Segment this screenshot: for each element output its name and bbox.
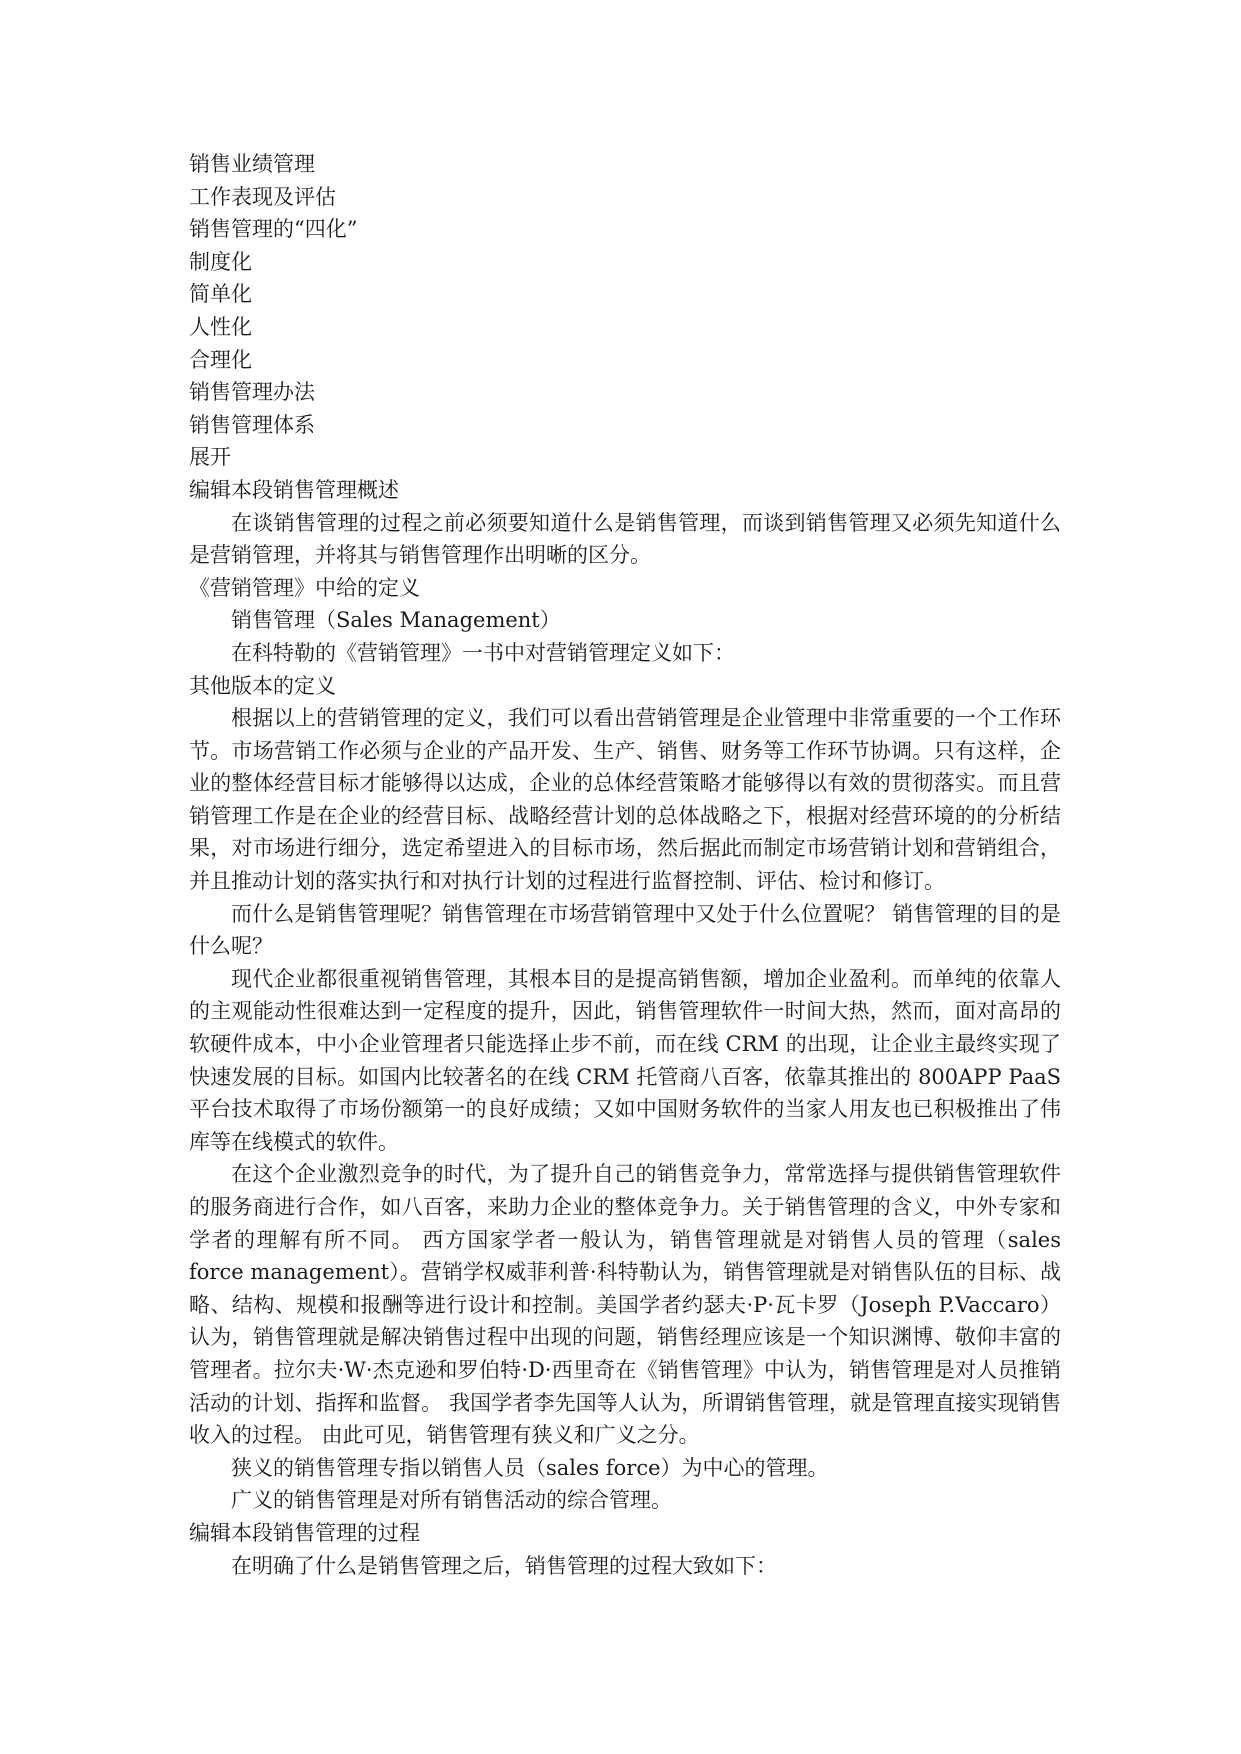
subsection-heading: 其他版本的定义 bbox=[189, 673, 336, 698]
paragraph: 在谈销售管理的过程之前必须要知道什么是销售管理，而谈到销售管理又必须先知道什么是营销管理，并将其与销售管理作出明晰的区分。 bbox=[189, 510, 1061, 568]
paragraph: 在明确了什么是销售管理之后，销售管理的过程大致如下： bbox=[231, 1553, 777, 1578]
toc-item: 简单化 bbox=[189, 282, 252, 307]
paragraph: 狭义的销售管理专指以销售人员（sales force）为中心的管理。 bbox=[231, 1455, 829, 1480]
section-heading: 编辑本段销售管理的过程 bbox=[189, 1520, 420, 1545]
toc-item: 销售管理办法 bbox=[189, 380, 315, 405]
paragraph: 在这个企业激烈竞争的时代，为了提升自己的销售竞争力，常常选择与提供销售管理软件的服务商进行合作，如八百客，来助力企业的整体竞争力。关于销售管理的含义，中外专家和学者的理解有所不同。 西方国家学者一般认为，销售管理就是对销售人员的管理（sales force management）。营销学权威菲利普·科特勒认为，销售管理就是对销售队伍的目标、战略、结构、规模和报酬等进行设计和控制。美国学者约瑟夫·P·瓦卡罗（Joseph P.Vaccaro）认为，销售管理就是解决销售过程中出现的问题，销售经理应该是一个知识渊博、敬仰丰富的管理者。拉尔夫·W·杰克逊和罗伯特·D·西里奇在《销售管理》中认为，销售管理是对人员推销活动的计划、指挥和监督。 我国学者李先国等人认为，所谓销售管理，就是管理直接实现销售收入的过程。 由此可见，销售管理有狭义和广义之分。 bbox=[189, 1162, 1061, 1448]
toc-item: 销售管理体系 bbox=[189, 412, 315, 437]
toc-item: 销售管理的“四化” bbox=[189, 217, 358, 242]
paragraph: 销售管理（Sales Management） bbox=[231, 608, 561, 633]
document-page bbox=[189, 148, 1061, 1582]
toc-item: 销售业绩管理 bbox=[189, 152, 315, 176]
paragraph: 在科特勒的《营销管理》一书中对营销管理定义如下： bbox=[231, 640, 735, 665]
section-heading: 编辑本段销售管理概述 bbox=[189, 477, 399, 502]
subsection-heading: 《营销管理》中给的定义 bbox=[189, 575, 420, 600]
toc-item: 展开 bbox=[189, 445, 231, 470]
paragraph: 广义的销售管理是对所有销售活动的综合管理。 bbox=[231, 1488, 672, 1513]
toc-item: 制度化 bbox=[189, 249, 252, 274]
paragraph: 根据以上的营销管理的定义，我们可以看出营销管理是企业管理中非常重要的一个工作环节。市场营销工作必须与企业的产品开发、生产、销售、财务等工作环节协调。只有这样，企业的整体经营目标才能够得以达成，企业的总体经营策略才能够得以有效的贯彻落实。而且营销管理工作是在企业的经营目标、战略经营计划的总体战略之下，根据对经营环境的的分析结果，对市场进行细分，选定希望进入的目标市场，然后据此而制定市场营销计划和营销组合，并且推动计划的落实执行和对执行计划的过程进行监督控制、评估、检讨和修订。 bbox=[189, 706, 1061, 894]
toc-item: 人性化 bbox=[189, 314, 252, 339]
paragraph: 而什么是销售管理呢？销售管理在市场营销管理中又处于什么位置呢？ 销售管理的目的是什么呢？ bbox=[189, 901, 1061, 959]
paragraph: 现代企业都很重视销售管理，其根本目的是提高销售额，增加企业盈利。而单纯的依靠人的主观能动性很难达到一定程度的提升，因此，销售管理软件一时间大热，然而，面对高昂的软硬件成本，中小企业管理者只能选择止步不前，而在线 CRM 的出现，让企业主最终实现了快速发展的目标。如国内比较著名的在线 CRM 托管商八百客，依靠其推出的 800APP PaaS 平台技术取得了市场份额第一的良好成绩；又如中国财务软件的当家人用友也已积极推出了伟库等在线模式的软件。 bbox=[189, 966, 1061, 1154]
toc-item: 合理化 bbox=[189, 347, 252, 372]
toc-item: 工作表现及评估 bbox=[189, 184, 336, 209]
